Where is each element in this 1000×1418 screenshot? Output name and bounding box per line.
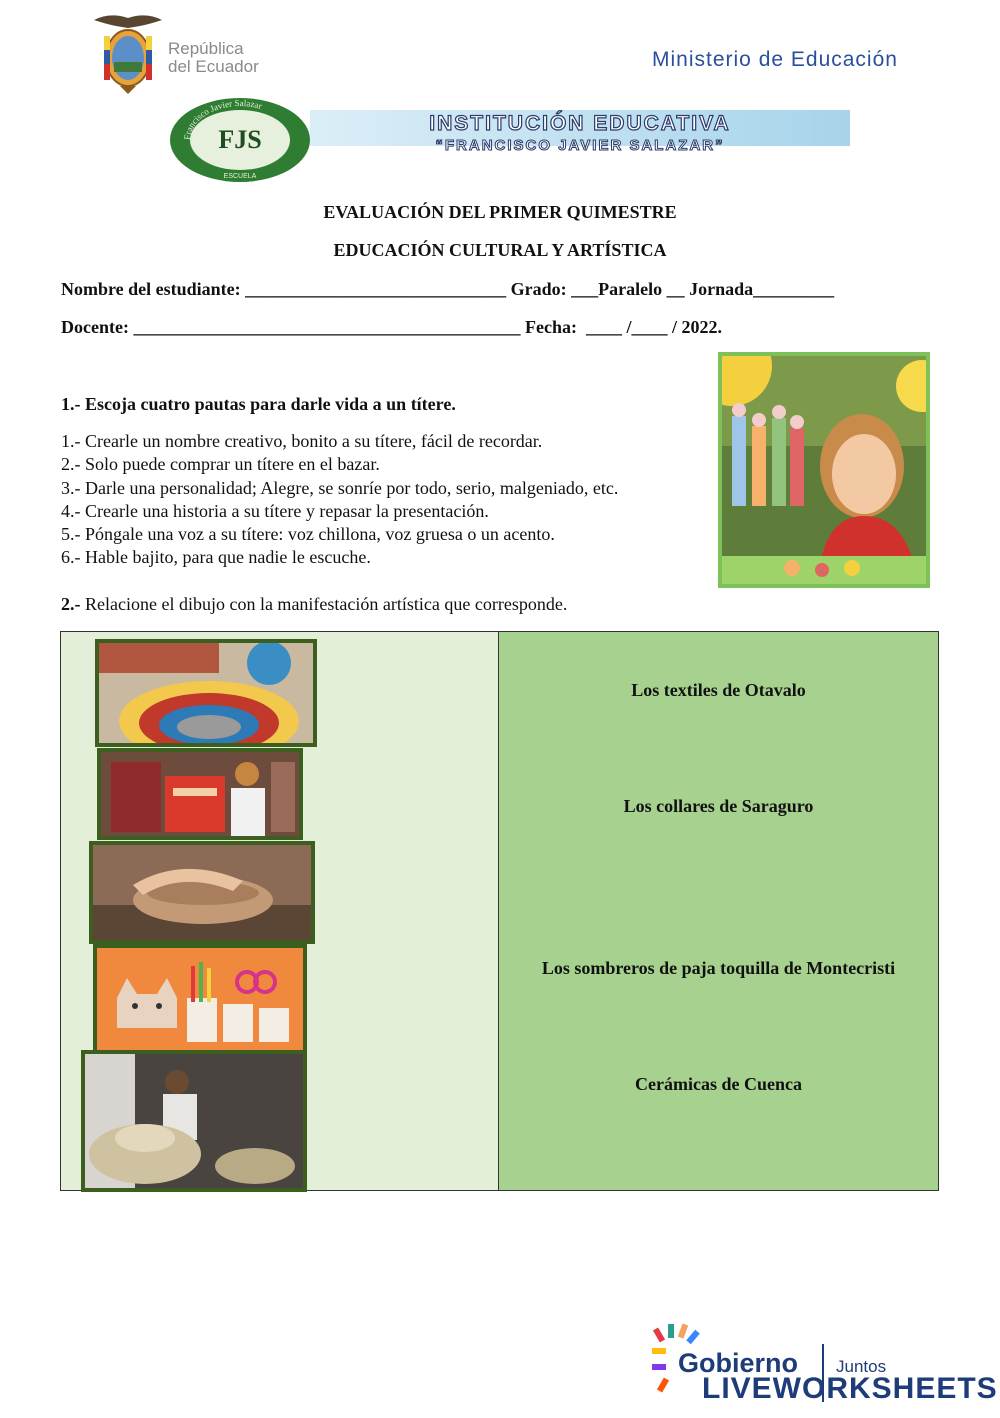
option-5[interactable]: 5.- Póngale una voz a su títere: voz chillona, voz gruesa o un acento. — [61, 524, 555, 545]
label-montecristi-hats[interactable]: Los sombreros de paja toquilla de Montecristi — [541, 958, 896, 978]
republic-label: República del Ecuador — [168, 39, 259, 76]
question-2-prompt — [61, 594, 567, 615]
question-1-options — [61, 430, 618, 570]
liveworksheets-watermark: LIVEWORKSHEETS — [702, 1372, 998, 1405]
school-banner — [170, 98, 850, 182]
matching-table — [60, 631, 939, 1191]
seal-ring-text: Francisco Javier Salazar — [181, 98, 264, 141]
beadwork-picture[interactable] — [95, 639, 317, 747]
ministry-label: Ministerio de Educación — [652, 48, 898, 71]
label-cuenca-ceramics[interactable]: Cerámicas de Cuenca — [635, 1074, 802, 1094]
option-4[interactable]: 4.- Crearle una historia a su títere y repasar la presentación. — [61, 500, 489, 521]
market-picture[interactable] — [97, 748, 303, 840]
seal-bottom-text: ESCUELA — [223, 173, 257, 180]
teacher-info-line[interactable]: Docente: ___________________________________________ Fecha: ____ /____ / 2022. — [61, 317, 722, 337]
juntos-label: Juntos — [836, 1357, 887, 1376]
option-2[interactable]: 2.- Solo puede comprar un títere en el bazar. — [61, 454, 380, 475]
option-6[interactable]: 6.- Hable bajito, para que nadie le escuche. — [61, 547, 371, 568]
gov-label: Gobierno — [678, 1348, 798, 1378]
school-banner-line1: INSTITUCIÓN EDUCATIVA — [429, 112, 731, 135]
straw-hat-picture[interactable] — [81, 1050, 307, 1192]
option-3[interactable]: 3.- Darle una personalidad; Alegre, se sonríe por todo, serio, malgeniado, etc. — [61, 477, 619, 498]
pottery-picture[interactable] — [89, 841, 315, 944]
ecuador-coat-of-arms — [90, 10, 166, 96]
label-saraguro-necklaces[interactable]: Los collares de Saraguro — [623, 796, 814, 816]
crafts-picture[interactable] — [93, 944, 307, 1054]
school-logo-text: FJS — [218, 125, 262, 154]
government-footer-logo — [650, 1320, 1000, 1413]
exam-title: EVALUACIÓN DEL PRIMER QUIMESTRE — [323, 202, 677, 222]
pictures-column — [61, 632, 499, 1190]
question-1-prompt: 1.- Escoja cuatro pautas para darle vida a un títere. — [61, 394, 456, 414]
question-2-text: Relacione el dibujo con la manifestación artística que corresponde. — [80, 594, 568, 614]
student-info-line[interactable]: Nombre del estudiante: _____________________________ Grado: ___Paralelo __ Jornada_________ — [61, 279, 835, 299]
school-banner-line2: “FRANCISCO JAVIER SALAZAR” — [435, 137, 725, 154]
option-1[interactable]: 1.- Crearle un nombre creativo, bonito a su títere, fácil de recordar. — [61, 431, 543, 451]
question-2-number: 2.- — [61, 594, 81, 614]
label-otavalo-textiles[interactable]: Los textiles de Otavalo — [631, 680, 806, 700]
subject-title: EDUCACIÓN CULTURAL Y ARTÍSTICA — [333, 240, 667, 260]
labels-column — [499, 632, 938, 1190]
child-puppets-photo — [718, 352, 930, 588]
